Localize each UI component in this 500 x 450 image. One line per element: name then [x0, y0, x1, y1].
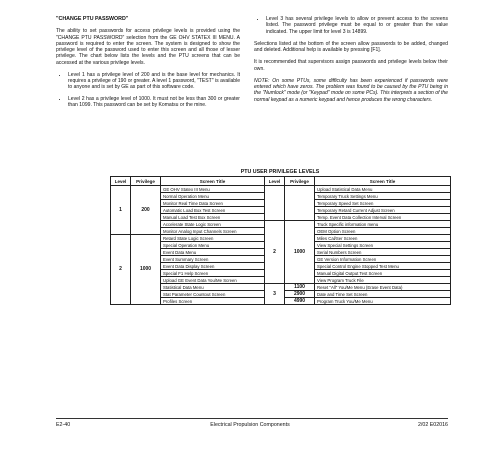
privilege-cell: 200	[131, 186, 161, 235]
footer-divider	[56, 418, 448, 419]
intro-paragraph: The ability to set passwords for access privilege levels is provided using the "CHANGE PTU PASSWORD" selection from the GE OHV STATEX III MENU. A password is required to enter the screen. The system is designed to show the privilege level of the password used to enter this screen and all those of lesser privilege. The chart below lists the levels and the PTU screens that can be accessed at the various privilege levels.	[56, 28, 240, 66]
note-paragraph: NOTE: On some PTUs, some difficulty has been experienced if passwords were entered which have zeros. The problem was found to be caused by the PTU being in the "Numlock" mode (or "Keypad" mode on some PCs). This interprets a section of the normal keypad as a numeric keypad and hence produces the wrong characters.	[254, 77, 448, 103]
privilege-cell-empty	[285, 186, 315, 221]
privilege-cell: 1100	[285, 284, 315, 291]
level-cell-empty	[265, 186, 285, 221]
screen-cell: OEM Option Screen	[315, 228, 451, 235]
screen-cell: Special Control Engine Stopped Test Menu	[315, 263, 451, 270]
privilege-cell: 1000	[285, 221, 315, 284]
section-heading: "CHANGE PTU PASSWORD"	[56, 16, 129, 22]
screen-cell: Manual Load Test Box Screen	[161, 214, 265, 221]
screen-cell: Manual Digital Output Test Screen	[315, 270, 451, 277]
screen-cell: GE Version Information Screen	[315, 256, 451, 263]
screen-cell: Serial Numbers Screen	[315, 249, 451, 256]
bullet-level-3: • Level 3 has several privilege levels to allow or prevent access to the screens listed. The password privilege must be equal to or greater than the value indicated. The upper limit for level 3 is 14899.	[266, 16, 448, 35]
screen-cell: Temporary Retard Current Adjust Screen	[315, 207, 451, 214]
right-text-column	[254, 16, 448, 109]
table-title: PTU USER PRIVILEGE LEVELS	[240, 169, 320, 175]
screen-cell: Upload Statistical Data Menu	[315, 186, 451, 193]
screen-cell: Monitor Analog Input Channels Screen	[161, 228, 265, 235]
level-cell: 3	[265, 284, 285, 305]
table-row	[111, 186, 451, 193]
privilege-table	[110, 176, 451, 305]
header-privilege: Privilege	[285, 177, 315, 186]
left-text-column	[56, 16, 240, 114]
level-bullet-list	[56, 72, 240, 108]
screen-cell: Normal Operation Menu	[161, 193, 265, 200]
level3-bullet-list	[254, 16, 448, 35]
privilege-cell: 4990	[285, 298, 315, 305]
recommendation-paragraph: It is recommended that supervisors assign passwords and privilege levels below their own.	[254, 59, 448, 72]
screen-cell: Temporary Speed Set Screen	[315, 200, 451, 207]
privilege-cell: 1000	[131, 235, 161, 305]
privilege-table-section	[110, 169, 450, 305]
table-row	[111, 284, 451, 291]
table-row	[111, 221, 451, 228]
level-cell: 2	[265, 221, 285, 284]
page-number: E2-40	[56, 422, 71, 428]
table-header-row	[111, 177, 451, 186]
selections-paragraph: Selections listed at the bottom of the screen allow passwords to be added, changed and deleted. Additional help is available by pressing [F1].	[254, 40, 448, 53]
screen-cell: Temporary Truck Settings Menu	[315, 193, 451, 200]
screen-cell: Event Data Display Screen	[161, 263, 265, 270]
level-cell: 1	[111, 186, 131, 235]
bullet-level-2: • Level 2 has a privilege level of 1000. It must not be less than 300 or greater than 1099. This password can be set by Komatsu or the mine.	[68, 96, 240, 109]
screen-cell: Event Summary Screen	[161, 256, 265, 263]
screen-cell: Monitor Real Time Data Screen	[161, 200, 265, 207]
screen-cell: Automatic Load Box Test Screen	[161, 207, 265, 214]
header-level: Level	[265, 177, 285, 186]
section-title: Electrical Propulsion Components	[210, 422, 290, 428]
header-screen-title: Screen Title	[161, 177, 265, 186]
level-cell: 2	[111, 235, 131, 305]
document-code: 2/02 E02016	[417, 422, 448, 428]
screen-cell: Date and Time Set Screen	[315, 291, 451, 298]
screen-cell: Accelerate State Logic Screen	[161, 221, 265, 228]
bullet-level-1: • Level 1 has a privilege level of 200 and is the base level for mechanics. It requires a privilege of 190 or greater. A level 1 password, "TEST" is available to anyone and is set by GE as part of this software code.	[68, 72, 240, 91]
header-screen-title: Screen Title	[315, 177, 451, 186]
screen-cell: Profiles Screen	[161, 298, 265, 305]
screen-cell: Program Truck You/Me Menu	[315, 298, 451, 305]
screen-cell: Truck Specific information menu	[315, 221, 451, 228]
header-level: Level	[111, 177, 131, 186]
screen-cell: Statistical Data Menu	[161, 284, 265, 291]
screen-cell: Stat Parameter Countout Screen	[161, 291, 265, 298]
screen-cell: View Special Settings Screen	[315, 242, 451, 249]
screen-cell: Miles Cal/Ser Screen	[315, 235, 451, 242]
screen-cell: GE OHV Statex III Menu	[161, 186, 265, 193]
screen-cell: Upload GE Event Data You/Me Screen	[161, 277, 265, 284]
header-privilege: Privilege	[131, 177, 161, 186]
screen-cell: Special Operation Menu	[161, 242, 265, 249]
screen-cell: Retard State Logic Screen	[161, 235, 265, 242]
screen-cell: Reset "All" You/Me Menu (Erase Event Data)	[315, 284, 451, 291]
screen-cell: Temp. Event Data Collection Interval Screen	[315, 214, 451, 221]
screen-cell: View Program Truck File	[315, 277, 451, 284]
screen-cell: Special F1 Help Screen	[161, 270, 265, 277]
privilege-cell: 2900	[285, 291, 315, 298]
screen-cell: Event Data Menu	[161, 249, 265, 256]
